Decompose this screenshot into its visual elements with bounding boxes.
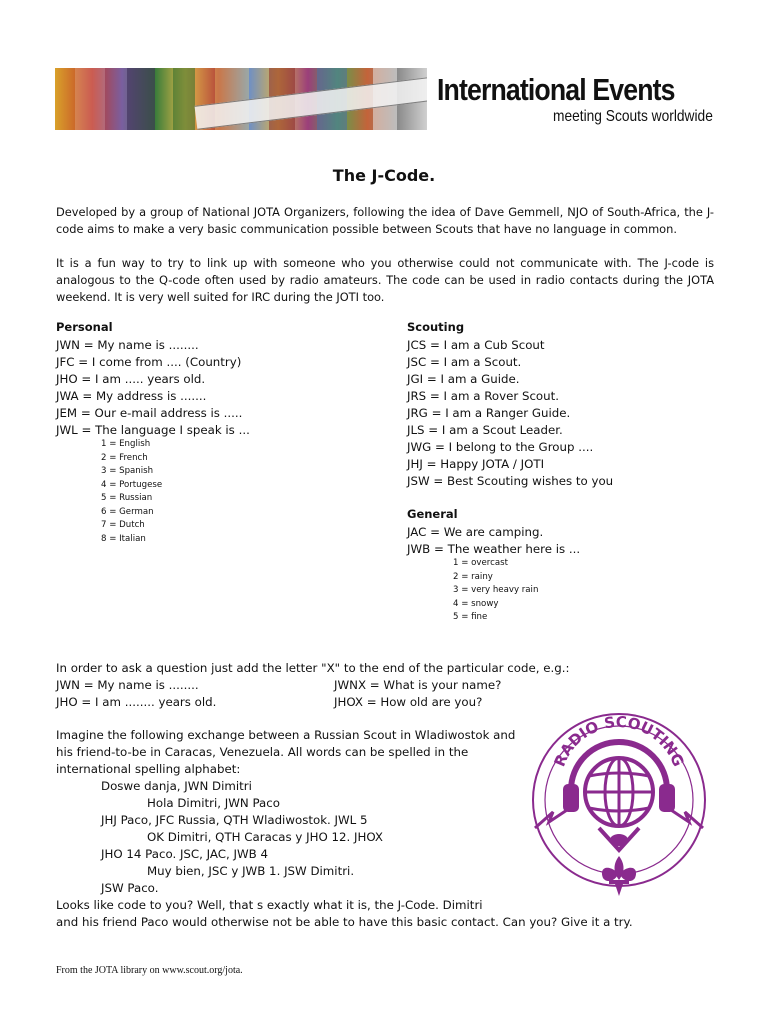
language-item: 1 = English: [101, 439, 151, 449]
code-line: JHO = I am ..... years old.: [56, 372, 206, 386]
code-line: JRS = I am a Rover Scout.: [407, 389, 559, 403]
language-item: 5 = Russian: [101, 493, 153, 503]
code-line: JGI = I am a Guide.: [407, 372, 520, 386]
code-line: JAC = We are camping.: [407, 525, 544, 539]
page-title: The J-Code.: [332, 166, 436, 185]
weather-item: 2 = rainy: [453, 571, 493, 582]
weather-list: [453, 557, 538, 625]
question-example-x: JHOX = How old are you?: [334, 695, 483, 709]
code-line: JEM = Our e-mail address is .....: [56, 406, 243, 420]
exchange-line-dimitri: JSW Paco.: [101, 881, 159, 895]
radio-scouting-logo: [525, 700, 713, 908]
personal-codes: [56, 337, 250, 439]
exchange-line-dimitri: Doswe danja, JWN Dimitri: [101, 779, 252, 793]
question-intro: In order to ask a question just add the letter "X" to the end of the particular code, e.g.:: [56, 661, 570, 675]
exchange-intro: international spelling alphabet:: [56, 762, 241, 776]
general-heading: General: [407, 507, 458, 521]
language-item: 4 = Portugese: [101, 479, 163, 490]
scouting-codes: [407, 337, 613, 490]
code-line: JRG = I am a Ranger Guide.: [407, 406, 571, 420]
code-line: JWA = My address is .......: [56, 389, 207, 403]
code-line: JWB = The weather here is ...: [407, 542, 581, 556]
code-line: JLS = I am a Scout Leader.: [407, 423, 563, 437]
language-item: 7 = Dutch: [101, 520, 145, 530]
exchange-line-paco: Muy bien, JSC y JWB 1. JSW Dimitri.: [147, 864, 355, 878]
exchange-line-paco: Hola Dimitri, JWN Paco: [147, 796, 280, 810]
header-banner: [55, 68, 715, 130]
language-list: [101, 438, 162, 546]
weather-item: 4 = snowy: [453, 598, 499, 609]
code-line: JHJ = Happy JOTA / JOTI: [407, 457, 545, 471]
personal-heading: Personal: [56, 320, 113, 334]
code-line: JWN = My name is ........: [56, 338, 199, 352]
code-line: JFC = I come from .... (Country): [56, 355, 242, 369]
scouting-heading: Scouting: [407, 320, 465, 334]
intro-paragraph-2: It is a fun way to try to link up with someone who you otherwise could not communicate with. The J-code is analogous to the Q-code often used by radio amateurs. The code can be used in radio contacts during the JOTA weekend. It is very well suited for IRC during the JOTI too.: [56, 256, 714, 304]
question-example-code: JWN = My name is ........: [56, 678, 199, 692]
exchange-intro: Imagine the following exchange between a Russian Scout in Wladiwostok and: [56, 728, 516, 742]
general-section: [407, 507, 458, 521]
general-codes: [407, 524, 580, 558]
code-line: JWL = The language I speak is ...: [56, 423, 250, 437]
language-item: 8 = Italian: [101, 533, 146, 544]
intro-paragraph-1: Developed by a group of National JOTA Organizers, following the idea of Dave Gemmell, NJO of South-Africa, the J-code aims to make a very basic communication possible between Scouts that have no language in common.: [56, 205, 714, 236]
code-line: JWG = I belong to the Group ....: [407, 440, 594, 454]
code-line: JSC = I am a Scout.: [407, 355, 522, 369]
code-line: JCS = I am a Cub Scout: [407, 338, 545, 352]
exchange-line-dimitri: JHJ Paco, JFC Russia, QTH Wladiwostok. JWL 5: [101, 813, 368, 827]
personal-section: [56, 320, 113, 334]
question-example-x: JWNX = What is your name?: [334, 678, 502, 692]
banner-title: International Events: [437, 72, 675, 107]
weather-item: 5 = fine: [453, 612, 488, 622]
question-example-code: JHO = I am ........ years old.: [56, 695, 217, 709]
scouting-section: [407, 320, 464, 334]
weather-item: 3 = very heavy rain: [453, 585, 539, 595]
code-line: JSW = Best Scouting wishes to you: [407, 474, 614, 488]
closing-line: and his friend Paco would otherwise not be able to have this basic contact. Can you? Give it a try.: [56, 915, 633, 929]
badge-text-path: RADIO SCOUTING: [550, 712, 688, 770]
language-item: 2 = French: [101, 452, 148, 463]
exchange-intro: his friend-to-be in Caracas, Venezuela. All words can be spelled in the: [56, 745, 469, 759]
language-item: 3 = Spanish: [101, 466, 154, 476]
banner-subtitle: meeting Scouts worldwide: [553, 108, 713, 125]
language-item: 6 = German: [101, 506, 154, 517]
photo-collage: [55, 68, 427, 130]
weather-item: 1 = overcast: [453, 558, 508, 568]
exchange-line-paco: OK Dimitri, QTH Caracas y JHO 12. JHOX: [147, 830, 384, 844]
footer-source: From the JOTA library on www.scout.org/jota.: [56, 965, 243, 976]
closing-line: Looks like code to you? Well, that s exactly what it is, the J-Code. Dimitri: [56, 898, 483, 912]
exchange-line-dimitri: JHO 14 Paco. JSC, JAC, JWB 4: [101, 847, 269, 861]
